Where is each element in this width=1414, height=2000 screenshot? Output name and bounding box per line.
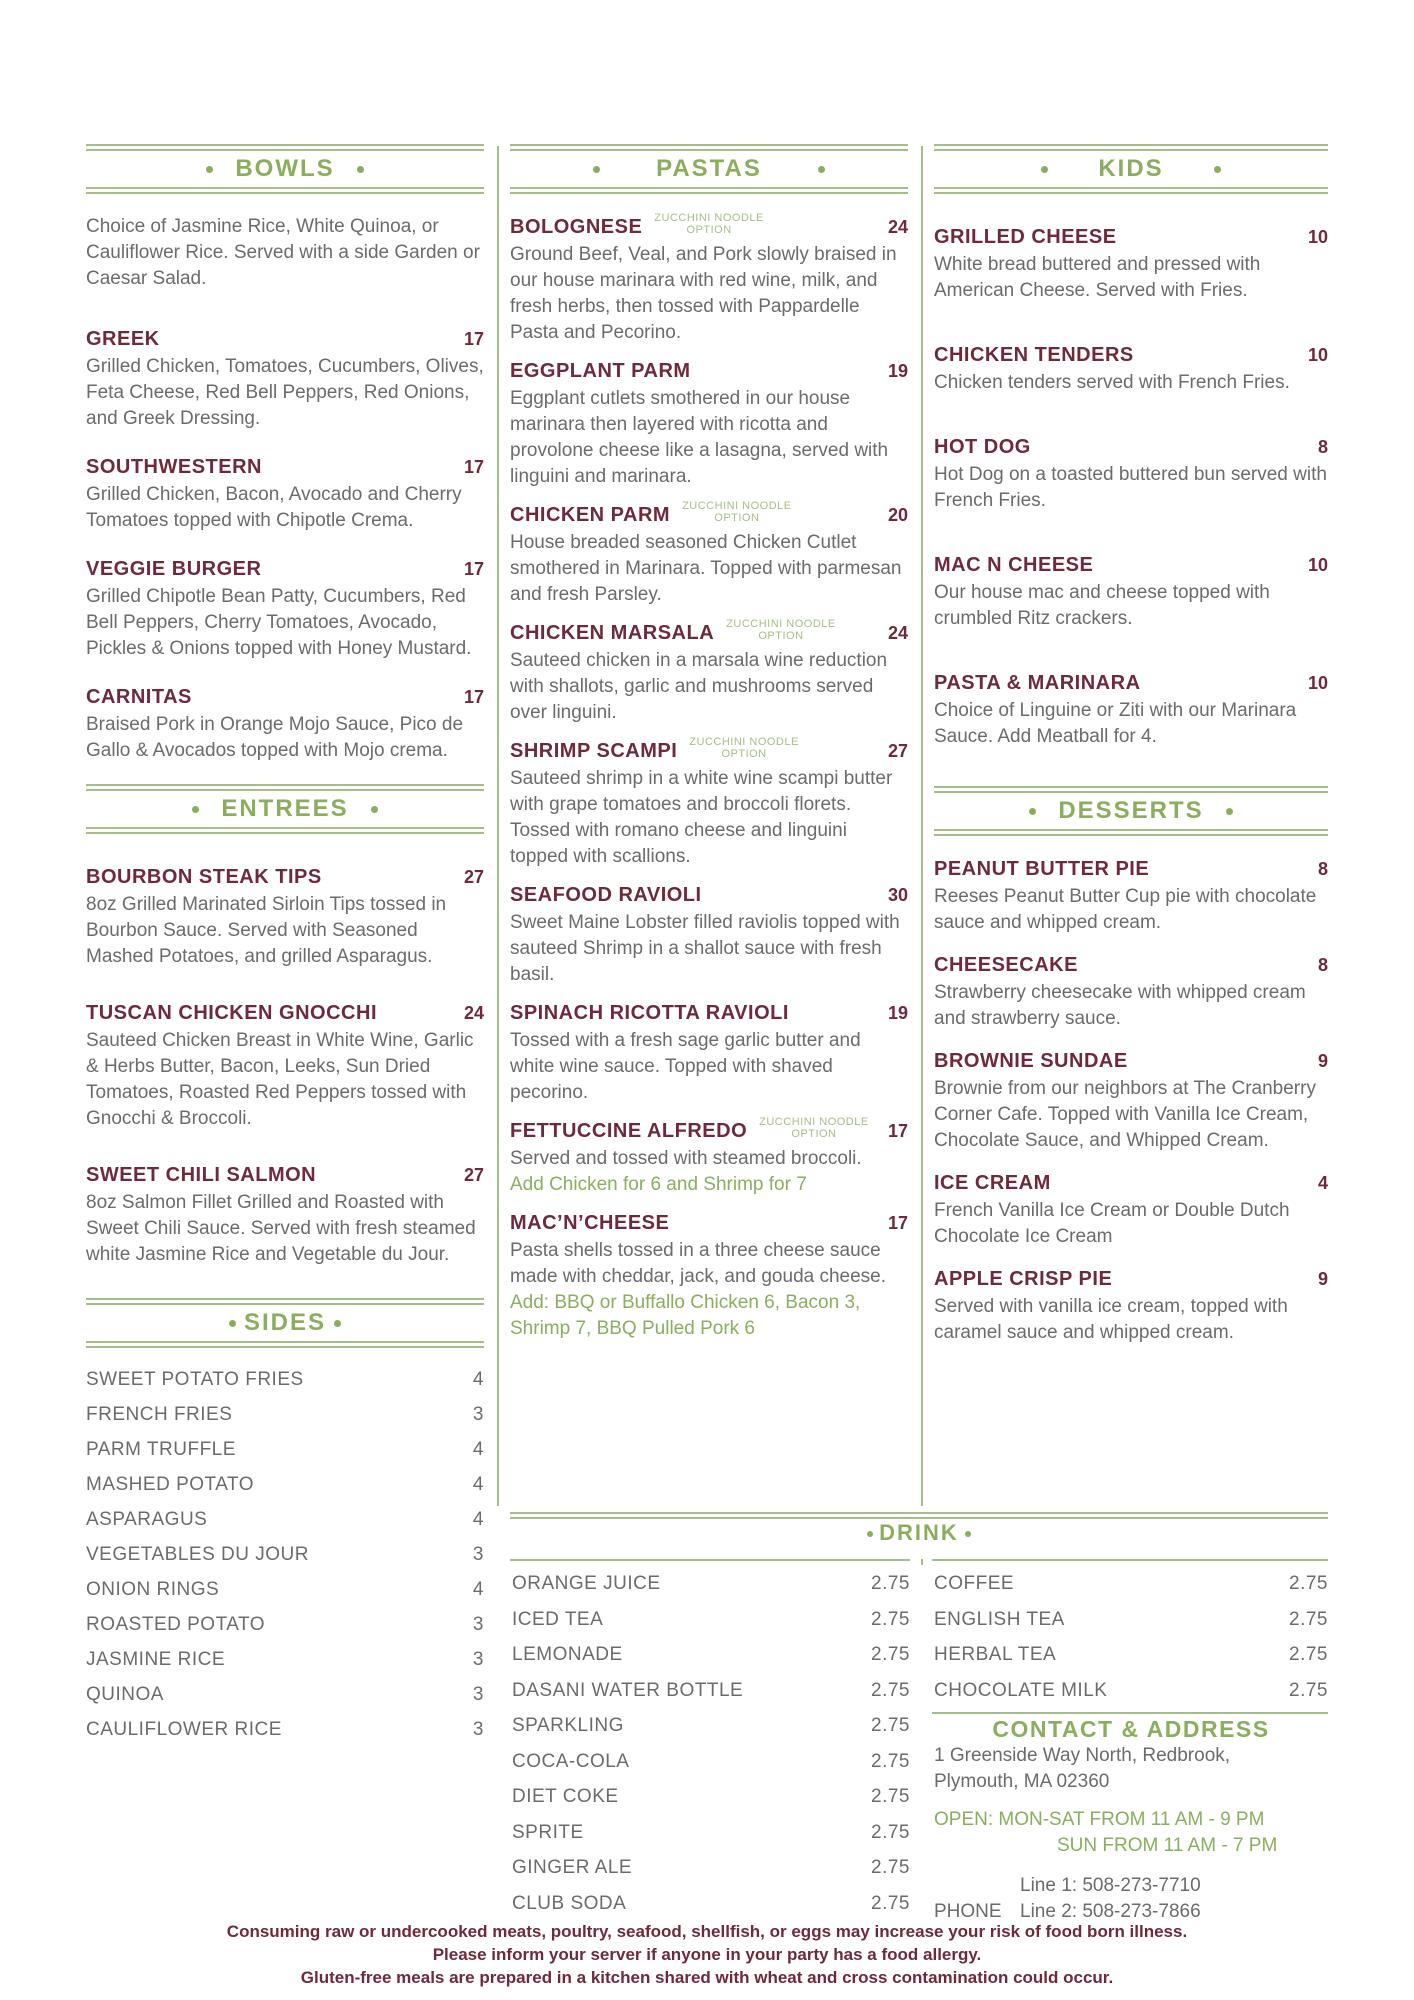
menu-item [86, 998, 484, 1132]
price-list-item-name: ICED TEA [512, 1608, 604, 1630]
menu-item [510, 1208, 908, 1342]
bullet-dot-icon [1029, 808, 1036, 815]
price-list-item-price: 2.75 [871, 1715, 910, 1736]
menu-item [510, 1116, 908, 1198]
column-left [86, 144, 484, 1747]
menu-item-price: 24 [463, 1003, 484, 1023]
zucchini-note-line-2: OPTION [714, 512, 760, 524]
menu-item-name: SPINACH RICOTTA RAVIOLI [510, 1002, 789, 1024]
menu-item-header [934, 340, 1328, 370]
menu-item-description: Sauteed shrimp in a white wine scampi butter with grape tomatoes and broccoli florets. Tossed with romano cheese and linguini topped with scallions. [510, 768, 893, 867]
menu-item-header [510, 880, 908, 910]
price-list-row [86, 1712, 484, 1747]
price-list-item-price: 4 [472, 1439, 484, 1460]
menu-item-header [86, 1160, 484, 1190]
menu-item-name: HOT DOG [934, 436, 1031, 458]
kids-list [934, 222, 1328, 750]
menu-item-price: 8 [1317, 859, 1328, 879]
menu-item-header [934, 432, 1328, 462]
menu-item-description: Eggplant cutlets smothered in our house marinara then layered with ricotta and provolone cheese like a lasagna, served with linguini and marinara. [510, 388, 889, 487]
menu-item [510, 998, 908, 1106]
menu-item-header [86, 862, 484, 892]
price-list-row [86, 1642, 484, 1677]
menu-item-header [510, 212, 908, 242]
menu-item-name: GRILLED CHEESE [934, 226, 1117, 248]
price-list-item-name: DIET COKE [512, 1786, 619, 1807]
menu-item-header [510, 998, 908, 1028]
menu-item [934, 854, 1328, 936]
menu-item-header [86, 554, 484, 584]
menu-item-price: 9 [1317, 1269, 1328, 1289]
menu-item-header [86, 324, 484, 354]
bullet-dot-icon [1041, 166, 1048, 173]
price-list-item-name: QUINOA [86, 1684, 164, 1705]
price-list-item-price: 4 [472, 1474, 484, 1495]
menu-item-price: 20 [887, 505, 908, 525]
price-list-row [512, 1637, 910, 1673]
menu-item-price: 17 [463, 559, 484, 579]
menu-item-description: Choice of Linguine or Ziti with our Marinara Sauce. Add Meatball for 4. [934, 700, 1297, 747]
disclaimer-line-3: Gluten-free meals are prepared in a kitchen shared with wheat and cross contamination could occur. [300, 1968, 1114, 1987]
desserts-heading: DESSERTS [934, 786, 1328, 836]
price-list-item-price: 2.75 [871, 1644, 910, 1665]
menu-item-description: Grilled Chicken, Tomatoes, Cucumbers, Olives, Feta Cheese, Red Bell Peppers, Red Onions, and Greek Dressing. [86, 356, 484, 429]
price-list-row [934, 1673, 1328, 1709]
bowls-list [86, 324, 484, 764]
price-list-row [512, 1566, 910, 1602]
menu-item-description: Hot Dog on a toasted buttered bun served with French Fries. [934, 464, 1327, 511]
drink-list-left [512, 1566, 910, 1921]
price-list-item-name: FRENCH FRIES [86, 1404, 233, 1425]
column-divider-right [921, 146, 923, 1506]
price-list-row [934, 1602, 1328, 1638]
menu-item-header [934, 222, 1328, 252]
price-list-item-price: 3 [472, 1404, 484, 1425]
price-list-row [86, 1502, 484, 1537]
menu-item-name: BROWNIE SUNDAE [934, 1050, 1128, 1072]
price-list-item-name: ENGLISH TEA [934, 1608, 1065, 1630]
bullet-dot-icon [334, 1320, 341, 1327]
menu-item-price: 24 [887, 623, 908, 643]
bullet-dot-icon [371, 806, 378, 813]
column-middle [510, 144, 908, 1352]
price-list-item-price: 4 [472, 1369, 484, 1390]
menu-item [934, 1168, 1328, 1250]
menu-item-header [86, 998, 484, 1028]
price-list-row [512, 1708, 910, 1744]
menu-item-name: EGGPLANT PARM [510, 360, 691, 382]
menu-item-header [934, 668, 1328, 698]
price-list-item-price: 3 [472, 1614, 484, 1635]
price-list-item-name: COFFEE [934, 1573, 1015, 1594]
menu-item-description: 8oz Salmon Fillet Grilled and Roasted with Sweet Chili Sauce. Served with fresh steamed white Jasmine Rice and Vegetable du Jour. [86, 1192, 476, 1265]
price-list-item-name: SPRITE [512, 1821, 584, 1843]
menu-item [510, 736, 908, 870]
menu-item-name: SEAFOOD RAVIOLI [510, 884, 702, 906]
zucchini-noodle-option-note [682, 500, 792, 524]
menu-item-description: Our house mac and cheese topped with crumbled Ritz crackers. [934, 582, 1270, 629]
menu-item [934, 432, 1328, 514]
menu-item-description: Sauteed chicken in a marsala wine reduction with shallots, garlic and mushrooms served over linguini. [510, 650, 888, 723]
menu-item-description: Chicken tenders served with French Fries. [934, 372, 1290, 393]
menu-item-name: SWEET CHILI SALMON [86, 1164, 317, 1186]
hours-sunday: SUN FROM 11 AM - 7 PM [1057, 1835, 1278, 1856]
phone-line-2[interactable]: Line 2: 508-273-7866 [1020, 1901, 1201, 1922]
menu-item-addon-note: Add: BBQ or Buffallo Chicken 6, Bacon 3, Shrimp 7, BBQ Pulled Pork 6 [510, 1292, 861, 1339]
price-list-row [86, 1677, 484, 1712]
menu-item-header [86, 452, 484, 482]
menu-item [934, 950, 1328, 1032]
menu-item-description: Tossed with a fresh sage garlic butter and white wine sauce. Topped with shaved pecorino. [510, 1030, 861, 1103]
menu-item-description: Braised Pork in Orange Mojo Sauce, Pico de Gallo & Avocados topped with Mojo crema. [86, 714, 464, 761]
menu-item-name: CHICKEN MARSALA [510, 622, 715, 644]
price-list-row [86, 1467, 484, 1502]
menu-item [86, 324, 484, 432]
pastas-list [510, 212, 908, 1342]
price-list-item-price: 3 [472, 1684, 484, 1705]
menu-item-price: 17 [887, 1213, 908, 1233]
column-divider-left [497, 146, 499, 1506]
bullet-dot-icon [229, 1320, 236, 1327]
zucchini-note-line-2: OPTION [758, 630, 804, 642]
menu-item [510, 500, 908, 608]
phone-line-1[interactable]: Line 1: 508-273-7710 [1020, 1875, 1201, 1896]
price-list-item-price: 4 [472, 1509, 484, 1530]
menu-item-header [934, 1046, 1328, 1076]
menu-item-name: CHICKEN TENDERS [934, 344, 1134, 366]
drink-heading: DRINK [510, 1512, 1328, 1558]
menu-item [934, 668, 1328, 750]
menu-item-price: 10 [1307, 227, 1328, 247]
menu-item-price: 17 [463, 457, 484, 477]
drink-divider-left [510, 1559, 910, 1561]
menu-item-header [510, 618, 908, 648]
menu-item-name: TUSCAN CHICKEN GNOCCHI [86, 1002, 377, 1024]
contact-divider [932, 1712, 1328, 1714]
drink-list-right [934, 1566, 1328, 1708]
menu-item-name: APPLE CRISP PIE [934, 1268, 1113, 1290]
price-list-item-name: LEMONADE [512, 1644, 623, 1665]
menu-item-description: Sweet Maine Lobster filled raviolis topped with sauteed Shrimp in a shallot sauce with fresh basil. [510, 912, 900, 985]
price-list-item-name: MASHED POTATO [86, 1474, 255, 1495]
menu-item-price: 27 [463, 1165, 484, 1185]
price-list-item-name: GINGER ALE [512, 1857, 633, 1878]
price-list-row [86, 1607, 484, 1642]
menu-item-name: BOURBON STEAK TIPS [86, 866, 322, 888]
zucchini-note-line-1: ZUCCHINI NOODLE [654, 212, 764, 224]
menu-item-name: CHICKEN PARM [510, 504, 671, 526]
bullet-dot-icon [818, 166, 825, 173]
price-list-row [512, 1815, 910, 1851]
menu-item-name: MAC N CHEESE [934, 554, 1094, 576]
menu-item-name: CARNITAS [86, 686, 192, 708]
menu-item-header [934, 1168, 1328, 1198]
menu-item [934, 1046, 1328, 1154]
menu-item-description: Grilled Chicken, Bacon, Avocado and Cherry Tomatoes topped with Chipotle Crema. [86, 484, 462, 531]
bowls-heading: BOWLS [86, 144, 484, 194]
bullet-dot-icon [1214, 166, 1221, 173]
column-right [934, 144, 1328, 1360]
price-list-item-price: 2.75 [871, 1857, 910, 1878]
menu-item-price: 27 [463, 867, 484, 887]
price-list-row [86, 1397, 484, 1432]
price-list-row [512, 1779, 910, 1815]
zucchini-note-line-2: OPTION [791, 1128, 837, 1140]
price-list-item-name: COCA-COLA [512, 1750, 630, 1772]
menu-item-description: Ground Beef, Veal, and Pork slowly braised in our house marinara with red wine, milk, and fresh herbs, then tossed with Pappardelle Pasta and Pecorino. [510, 244, 897, 343]
price-list-item-price: 2.75 [871, 1573, 910, 1594]
price-list-item-price: 2.75 [1289, 1573, 1328, 1594]
menu-item-name: VEGGIE BURGER [86, 558, 262, 580]
menu-item-description: Strawberry cheesecake with whipped cream and strawberry sauce. [934, 982, 1306, 1029]
price-list-row [934, 1566, 1328, 1602]
menu-item-price: 17 [463, 687, 484, 707]
price-list-row [86, 1537, 484, 1572]
price-list-item-name: ROASTED POTATO [86, 1614, 266, 1635]
menu-item-price: 19 [887, 361, 908, 381]
menu-item [510, 618, 908, 726]
zucchini-noodle-option-note [726, 618, 836, 642]
price-list-row [934, 1637, 1328, 1673]
menu-item [86, 452, 484, 534]
bullet-dot-icon [192, 806, 199, 813]
menu-item-header [86, 682, 484, 712]
price-list-item-name: CLUB SODA [512, 1892, 627, 1914]
bullet-dot-icon [965, 1531, 971, 1537]
menu-item-header [934, 1264, 1328, 1294]
price-list-row [512, 1744, 910, 1780]
desserts-list [934, 854, 1328, 1346]
menu-item-name: ICE CREAM [934, 1172, 1051, 1194]
sides-heading: SIDES [86, 1298, 484, 1348]
menu-item [934, 340, 1328, 396]
menu-item-description: Served and tossed with steamed broccoli. [510, 1148, 862, 1169]
menu-item-price: 17 [887, 1121, 908, 1141]
price-list-item-price: 2.75 [871, 1786, 910, 1807]
menu-item-description: Served with vanilla ice cream, topped with caramel sauce and whipped cream. [934, 1296, 1288, 1343]
price-list-item-name: SWEET POTATO FRIES [86, 1369, 304, 1390]
menu-item [86, 554, 484, 662]
menu-item-price: 27 [887, 741, 908, 761]
menu-item [86, 1160, 484, 1268]
menu-item [934, 1264, 1328, 1346]
bullet-dot-icon [867, 1531, 873, 1537]
menu-item-description: House breaded seasoned Chicken Cutlet smothered in Marinara. Topped with parmesan and fresh Parsley. [510, 532, 902, 605]
price-list-item-price: 2.75 [871, 1608, 910, 1630]
menu-item-price: 10 [1307, 673, 1328, 693]
menu-item-description: French Vanilla Ice Cream or Double Dutch Chocolate Ice Cream [934, 1200, 1290, 1247]
price-list-item-price: 4 [472, 1579, 484, 1600]
menu-item-header [510, 500, 908, 530]
menu-item-description: Brownie from our neighbors at The Cranberry Corner Cafe. Topped with Vanilla Ice Cream, Chocolate Sauce, and Whipped Cream. [934, 1078, 1316, 1151]
menu-item-price: 8 [1317, 437, 1328, 457]
price-list-item-name: VEGETABLES DU JOUR [86, 1544, 309, 1565]
price-list-item-name: CHOCOLATE MILK [934, 1679, 1108, 1701]
bullet-dot-icon [206, 166, 213, 173]
price-list-item-price: 3 [472, 1544, 484, 1565]
menu-item-price: 9 [1317, 1051, 1328, 1071]
menu-item [510, 356, 908, 490]
entrees-list [86, 862, 484, 1268]
menu-item [934, 550, 1328, 632]
menu-item-price: 8 [1317, 955, 1328, 975]
menu-item-header [510, 356, 908, 386]
phone-block [934, 1873, 1328, 1925]
menu-item-description: 8oz Grilled Marinated Sirloin Tips tossed in Bourbon Sauce. Served with Seasoned Mashed Potatoes, and grilled Asparagus. [86, 894, 447, 967]
menu-item-price: 10 [1307, 345, 1328, 365]
menu-item-name: PEANUT BUTTER PIE [934, 858, 1150, 880]
price-list-item-name: ORANGE JUICE [512, 1573, 661, 1594]
menu-item-price: 4 [1317, 1173, 1328, 1193]
contact-block [934, 1716, 1328, 1925]
address-line-1: 1 Greenside Way North, Redbrook, [934, 1745, 1231, 1766]
price-list-item-name: JASMINE RICE [86, 1649, 226, 1670]
price-list-item-name: ASPARAGUS [86, 1509, 208, 1530]
menu-item [934, 222, 1328, 304]
price-list-row [512, 1602, 910, 1638]
menu-item-description: Pasta shells tossed in a three cheese sauce made with cheddar, jack, and gouda cheese. [510, 1240, 887, 1287]
price-list-item-price: 2.75 [1289, 1679, 1328, 1701]
price-list-row [512, 1886, 910, 1922]
price-list-item-price: 2.75 [871, 1821, 910, 1843]
menu-item-name: BOLOGNESE [510, 216, 643, 238]
bullet-dot-icon [1226, 808, 1233, 815]
menu-item-price: 24 [887, 217, 908, 237]
zucchini-note-line-1: ZUCCHINI NOODLE [682, 500, 792, 512]
kids-heading: KIDS [934, 144, 1328, 194]
menu-item-description: White bread buttered and pressed with American Cheese. Served with Fries. [934, 254, 1261, 301]
menu-item [86, 682, 484, 764]
zucchini-note-line-1: ZUCCHINI NOODLE [759, 1116, 869, 1128]
zucchini-noodle-option-note [759, 1116, 869, 1140]
price-list-item-price: 2.75 [871, 1750, 910, 1772]
bullet-dot-icon [357, 166, 364, 173]
menu-item-name: FETTUCCINE ALFREDO [510, 1120, 748, 1142]
sides-list [86, 1362, 484, 1747]
zucchini-note-line-2: OPTION [721, 748, 767, 760]
drink-column-divider [921, 1559, 923, 1565]
menu-item-price: 19 [887, 1003, 908, 1023]
disclaimer-line-1: Consuming raw or undercooked meats, poultry, seafood, shellfish, or eggs may increase your risk of food born illness. [226, 1922, 1188, 1941]
menu-item-name: MAC’N’CHEESE [510, 1212, 670, 1234]
price-list-item-name: ONION RINGS [86, 1579, 220, 1600]
menu-item-description: Reeses Peanut Butter Cup pie with chocolate sauce and whipped cream. [934, 886, 1317, 933]
price-list-item-price: 2.75 [1289, 1608, 1328, 1630]
phone-label: PHONE [934, 1901, 1002, 1922]
zucchini-noodle-option-note [689, 736, 799, 760]
price-list-item-price: 3 [472, 1719, 484, 1740]
address-line-2: Plymouth, MA 02360 [934, 1771, 1110, 1792]
price-list-item-price: 3 [472, 1649, 484, 1670]
bowls-intro: Choice of Jasmine Rice, White Quinoa, or Cauliflower Rice. Served with a side Garden or Caesar Salad. [86, 216, 480, 289]
price-list-item-price: 2.75 [871, 1892, 910, 1914]
pastas-heading: PASTAS [510, 144, 908, 194]
menu-item-price: 30 [887, 885, 908, 905]
drink-divider-right [932, 1559, 1328, 1561]
menu-item-description: Sauteed Chicken Breast in White Wine, Garlic & Herbs Butter, Bacon, Leeks, Sun Dried Tomatoes, Roasted Red Peppers tossed with Gnocchi & Broccoli. [86, 1030, 474, 1129]
price-list-item-name: PARM TRUFFLE [86, 1439, 236, 1460]
menu-item-header [934, 950, 1328, 980]
menu-item-header [934, 854, 1328, 884]
allergy-disclaimer [0, 1920, 1414, 1989]
menu-item [510, 212, 908, 346]
zucchini-note-line-1: ZUCCHINI NOODLE [726, 618, 836, 630]
menu-item-addon-note: Add Chicken for 6 and Shrimp for 7 [510, 1174, 807, 1195]
price-list-row [86, 1572, 484, 1607]
disclaimer-line-2: Please inform your server if anyone in your party has a food allergy. [432, 1945, 982, 1964]
menu-item-header [510, 736, 908, 766]
menu-item-name: CHEESECAKE [934, 954, 1078, 976]
bullet-dot-icon [593, 166, 600, 173]
menu-item-description: Grilled Chipotle Bean Patty, Cucumbers, Red Bell Peppers, Cherry Tomatoes, Avocado, Pickles & Onions topped with Honey Mustard. [86, 586, 472, 659]
entrees-heading: ENTREES [86, 784, 484, 834]
zucchini-note-line-1: ZUCCHINI NOODLE [689, 736, 799, 748]
menu-item-name: SOUTHWESTERN [86, 456, 262, 478]
price-list-row [86, 1362, 484, 1397]
price-list-item-name: HERBAL TEA [934, 1644, 1057, 1665]
menu-item-price: 10 [1307, 555, 1328, 575]
menu-item-header [934, 550, 1328, 580]
menu-item-price: 17 [463, 329, 484, 349]
menu-item [510, 880, 908, 988]
price-list-row [512, 1850, 910, 1886]
price-list-item-name: SPARKLING [512, 1715, 624, 1736]
price-list-item-name: DASANI WATER BOTTLE [512, 1679, 744, 1701]
menu-item-header [510, 1208, 908, 1238]
price-list-row [86, 1432, 484, 1467]
zucchini-note-line-2: OPTION [686, 224, 732, 236]
price-list-item-name: CAULIFLOWER RICE [86, 1719, 282, 1740]
contact-title: CONTACT & ADDRESS [992, 1716, 1270, 1742]
price-list-row [512, 1673, 910, 1709]
menu-item [86, 862, 484, 970]
menu-item-name: GREEK [86, 328, 160, 350]
price-list-item-price: 2.75 [871, 1679, 910, 1701]
menu-item-header [510, 1116, 908, 1146]
zucchini-noodle-option-note [654, 212, 764, 236]
hours-weekday: OPEN: MON-SAT FROM 11 AM - 9 PM [934, 1809, 1265, 1830]
menu-item-name: PASTA & MARINARA [934, 672, 1141, 694]
menu-item-name: SHRIMP SCAMPI [510, 740, 678, 762]
price-list-item-price: 2.75 [1289, 1644, 1328, 1665]
